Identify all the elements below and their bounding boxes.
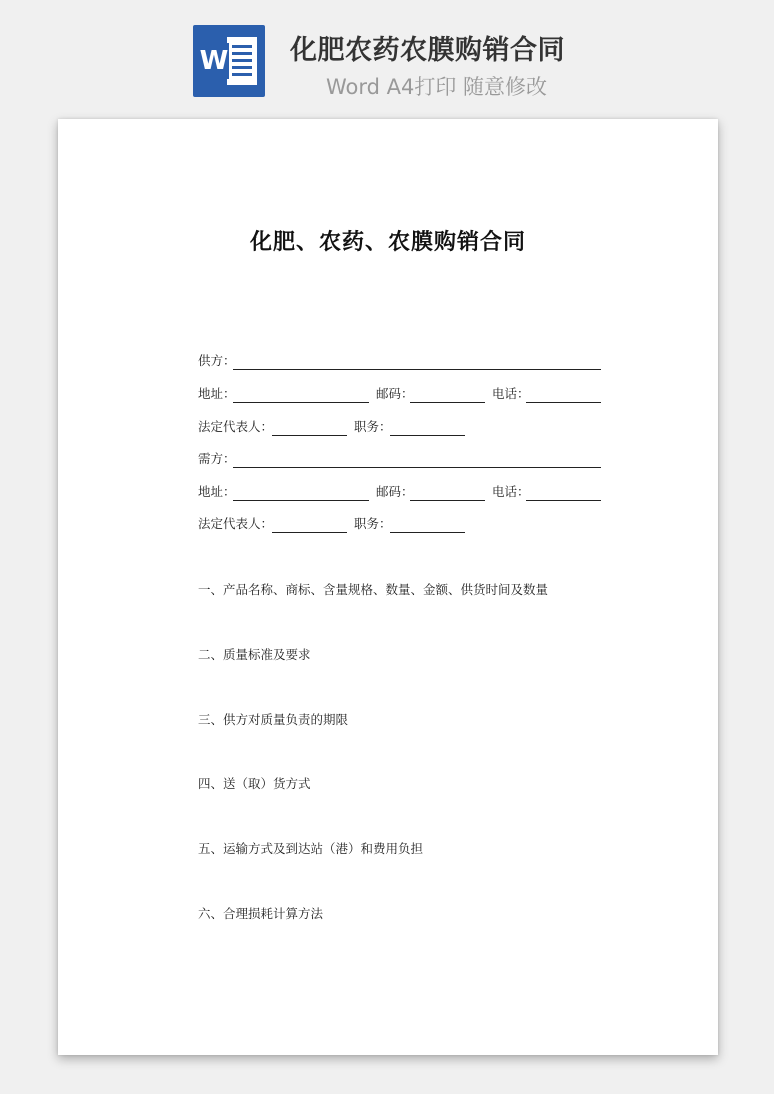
supplier-party-blank[interactable]: [233, 369, 601, 370]
buyer-phone-blank[interactable]: [526, 500, 601, 501]
buyer-postcode-blank[interactable]: [410, 500, 485, 501]
section-heading: 五、运输方式及到达站（港）和费用负担: [198, 841, 424, 856]
word-icon: [193, 25, 265, 97]
supplier-party-label: 供方：: [198, 353, 236, 368]
section-heading: 六、合理损耗计算方法: [198, 906, 324, 921]
supplier-address-label: 地址：: [198, 386, 236, 401]
supplier-legal-rep-blank[interactable]: [272, 435, 347, 436]
section-heading: 二、质量标准及要求: [198, 647, 311, 662]
supplier-postcode-label: 邮码：: [376, 386, 414, 401]
supplier-address-blank[interactable]: [233, 402, 369, 403]
buyer-address-blank[interactable]: [233, 500, 369, 501]
buyer-position-label: 职务：: [354, 516, 392, 531]
buyer-position-blank[interactable]: [390, 532, 465, 533]
word-icon-letter: W: [199, 43, 229, 79]
supplier-position-blank[interactable]: [390, 435, 465, 436]
buyer-legal-rep-blank[interactable]: [272, 532, 347, 533]
section-heading: 四、送（取）货方式: [198, 776, 311, 791]
buyer-postcode-label: 邮码：: [376, 484, 414, 499]
section-heading: 一、产品名称、商标、含量规格、数量、金额、供货时间及数量: [198, 582, 549, 597]
section-heading: 三、供方对质量负责的期限: [198, 712, 349, 727]
banner-title: 化肥农药农膜购销合同: [290, 35, 565, 66]
banner-header: [0, 0, 774, 110]
supplier-legal-rep-label: 法定代表人：: [198, 419, 274, 434]
buyer-legal-rep-label: 法定代表人：: [198, 516, 274, 531]
document-title: 化肥、农药、农膜购销合同: [249, 230, 526, 255]
supplier-position-label: 职务：: [354, 419, 392, 434]
supplier-phone-label: 电话：: [492, 386, 530, 401]
buyer-address-label: 地址：: [198, 484, 236, 499]
buyer-phone-label: 电话：: [492, 484, 530, 499]
banner-subtitle: Word A4打印 随意修改: [326, 75, 548, 99]
document-lines-icon: [227, 37, 257, 85]
document-page: [58, 119, 718, 1055]
supplier-postcode-blank[interactable]: [410, 402, 485, 403]
buyer-party-label: 需方：: [198, 451, 236, 466]
supplier-phone-blank[interactable]: [526, 402, 601, 403]
buyer-party-blank[interactable]: [233, 467, 601, 468]
